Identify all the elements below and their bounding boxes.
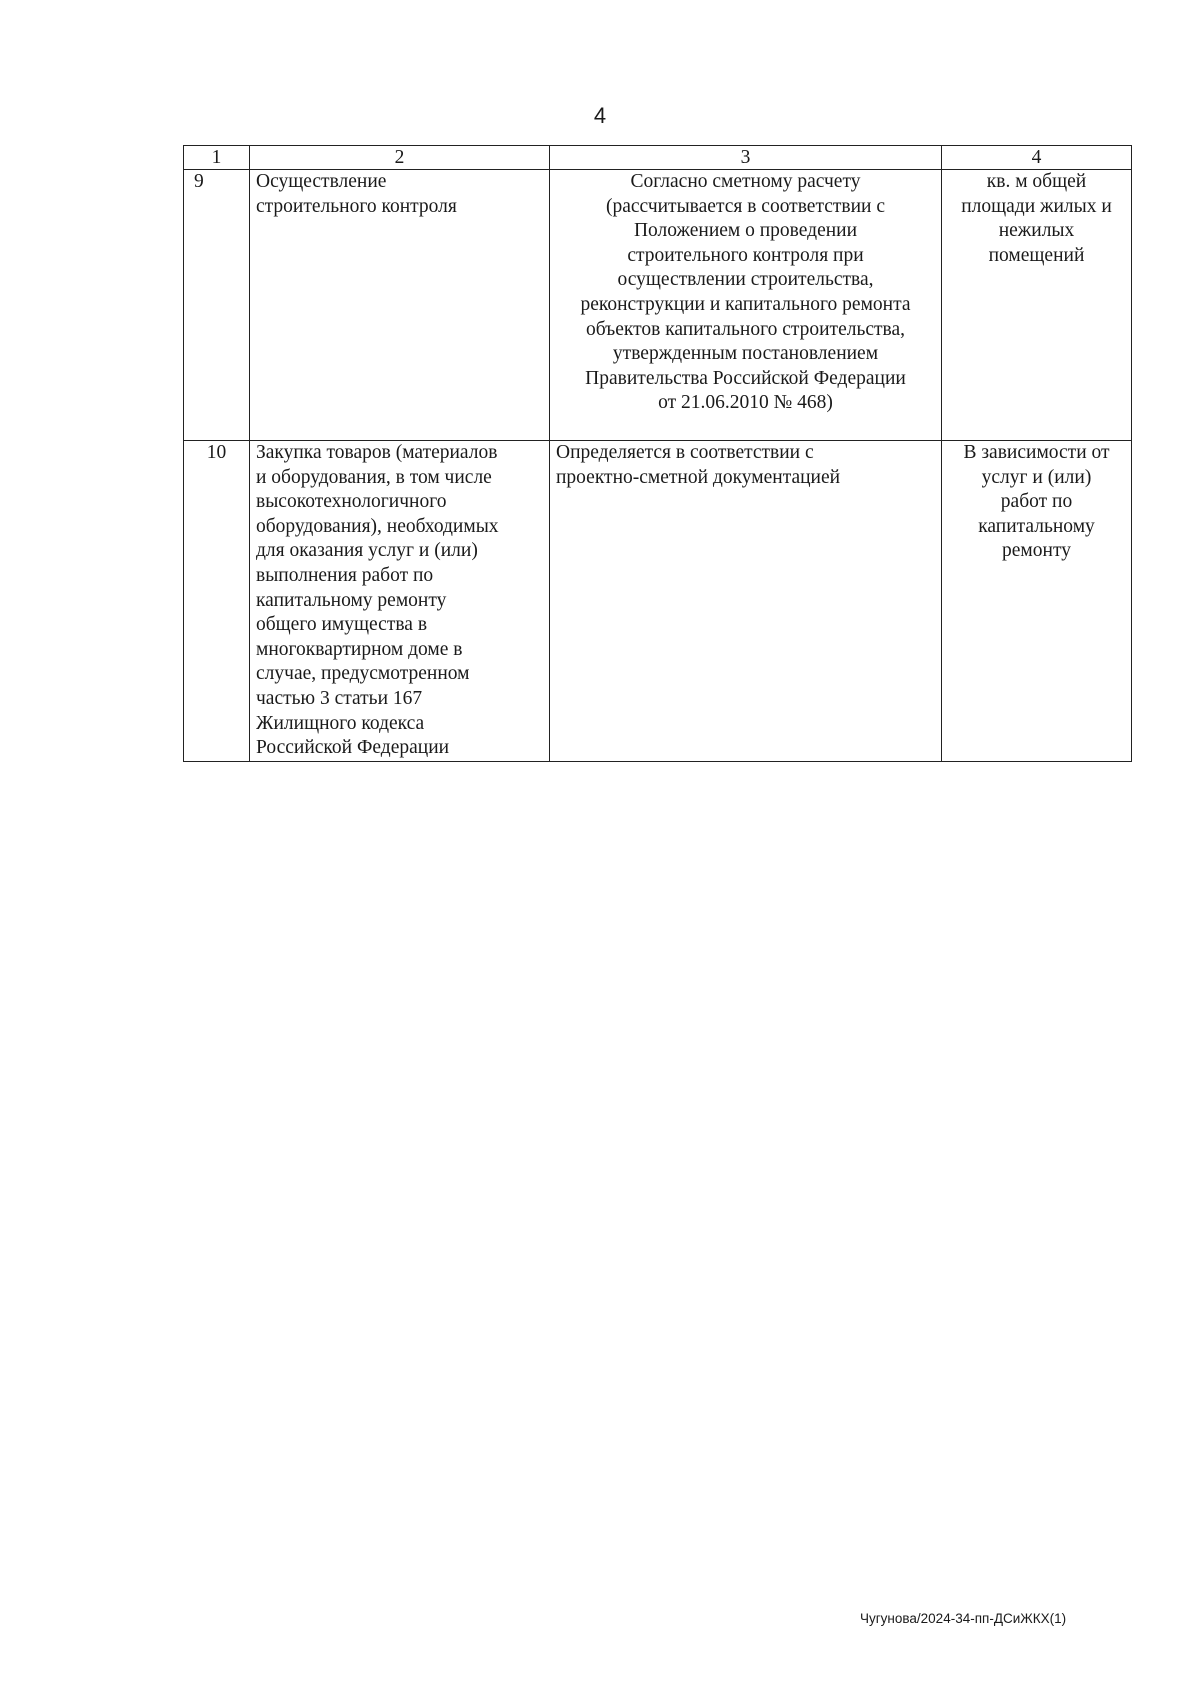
- cell-line: площади жилых и: [961, 195, 1112, 217]
- cell-line: оборудования), необходимых: [256, 515, 499, 537]
- cell-line: реконструкции и капитального ремонта: [580, 293, 911, 315]
- cell-line: (рассчитывается в соответствии с: [606, 195, 885, 217]
- cell-line: ремонту: [1002, 540, 1071, 562]
- column-number-3: 3: [550, 146, 942, 170]
- basis-cell: [550, 170, 942, 441]
- cell-line: выполнения работ по: [256, 564, 434, 586]
- cell-line: нежилых: [998, 220, 1075, 242]
- cell-line: утвержденным постановлением: [612, 343, 879, 365]
- column-number-4: 4: [942, 146, 1132, 170]
- cell-line: капитальному ремонту: [256, 589, 447, 611]
- unit-cell: [942, 170, 1132, 441]
- cell-line: помещений: [988, 244, 1085, 266]
- table-row: [184, 170, 1132, 441]
- basis-cell: [550, 441, 942, 762]
- cell-line: общего имущества в: [256, 614, 428, 636]
- cell-line: Российской Федерации: [256, 737, 450, 759]
- work-type-cell: [250, 170, 550, 441]
- cell-line: работ по: [1000, 491, 1073, 513]
- cell-line: для оказания услуг и (или): [256, 540, 478, 562]
- cell-line: Закупка товаров (материалов: [256, 442, 498, 463]
- cell-line: строительного контроля: [256, 195, 457, 217]
- document-code: Чугунова/2024-34-пп-ДСиЖКХ(1): [860, 1611, 1067, 1626]
- cell-line: В зависимости от: [963, 442, 1110, 463]
- cell-line: капитальному: [978, 515, 1095, 537]
- cell-line: строительного контроля при: [627, 244, 864, 266]
- cell-line: объектов капитального строительства,: [585, 318, 906, 340]
- cell-line: высокотехнологичного: [256, 491, 447, 513]
- work-type-cell: [250, 441, 550, 762]
- table-header-row: [184, 146, 1132, 170]
- column-number-1: 1: [184, 146, 250, 170]
- cell-line: многоквартирном доме в: [256, 638, 463, 660]
- cell-line: Положением о проведении: [633, 220, 858, 242]
- works-table: [183, 145, 1132, 762]
- cell-line: случае, предусмотренном: [256, 663, 470, 685]
- cell-line: проектно-сметной документацией: [556, 466, 841, 488]
- column-number-2: 2: [250, 146, 550, 170]
- cell-line: кв. м общей: [986, 171, 1087, 192]
- cell-line: и оборудования, в том числе: [256, 466, 492, 488]
- cell-line: Определяется в соответствии с: [556, 442, 814, 463]
- cell-line: осуществлении строительства,: [617, 269, 874, 291]
- cell-line: услуг и (или): [981, 466, 1092, 488]
- row-number: 10: [184, 441, 250, 762]
- row-number: 9: [184, 170, 250, 441]
- cell-line: от 21.06.2010 № 468): [658, 392, 833, 414]
- cell-line: Жилищного кодекса: [256, 712, 425, 734]
- page-number: 4: [593, 103, 607, 128]
- cell-line: частью 3 статьи 167: [256, 687, 423, 709]
- cell-line: Осуществление: [256, 171, 387, 192]
- unit-cell: [942, 441, 1132, 762]
- table-row: [184, 441, 1132, 762]
- cell-line: Согласно сметному расчету: [630, 171, 861, 192]
- cell-line: Правительства Российской Федерации: [585, 367, 906, 389]
